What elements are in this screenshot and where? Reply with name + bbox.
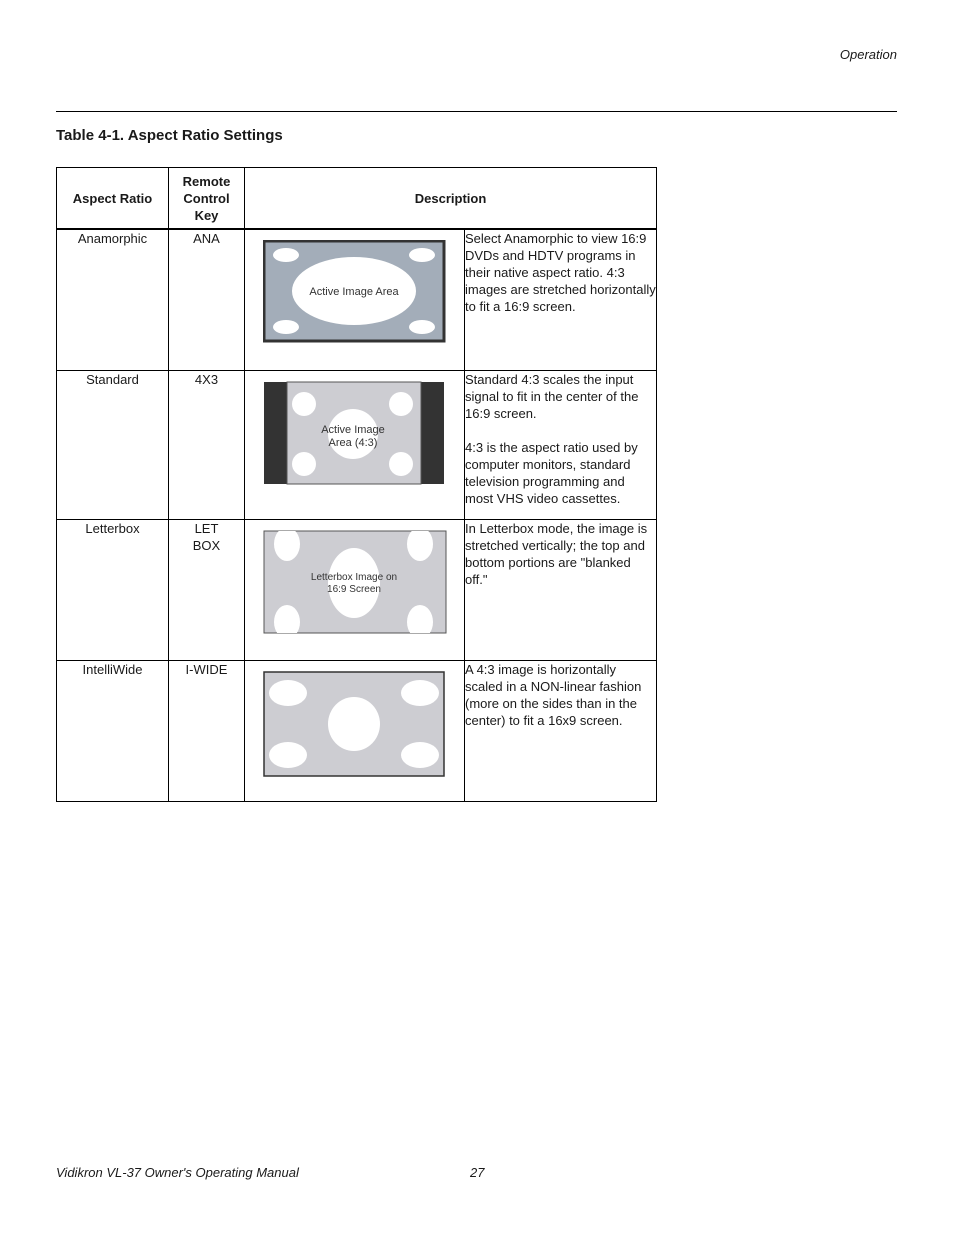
description-paragraph: 4:3 is the aspect ratio used by computer monitors, standard television programming and most VHS video cassettes. bbox=[465, 440, 638, 506]
aspect-ratio-name: IntelliWide bbox=[57, 661, 169, 802]
table-title: Table 4-1. Aspect Ratio Settings bbox=[56, 127, 283, 144]
diagram-label-line-2: 16:9 Screen bbox=[327, 584, 381, 595]
aspect-ratio-name: Letterbox bbox=[57, 520, 169, 661]
column-header-remote-key bbox=[169, 168, 245, 230]
remote-key bbox=[169, 520, 245, 661]
table-header-row bbox=[57, 168, 657, 230]
section-label: Operation bbox=[839, 47, 897, 62]
remote-key bbox=[169, 371, 245, 520]
description-paragraph: Standard 4:3 scales the input signal to fit in the center of the 16:9 screen. bbox=[465, 372, 639, 421]
description-text bbox=[465, 661, 657, 802]
description-paragraph: Select Anamorphic to view 16:9 DVDs and HDTV programs in their native aspect ratio. 4:3 images are stretched horizontally to fit a 16:9 screen. bbox=[465, 231, 656, 314]
description-text bbox=[465, 520, 657, 661]
diagram-cell bbox=[245, 371, 465, 520]
standard-diagram bbox=[263, 381, 447, 487]
remote-key-line-2: Control bbox=[183, 190, 230, 206]
column-header-description: Description bbox=[245, 168, 657, 230]
column-header-aspect-ratio: Aspect Ratio bbox=[57, 168, 169, 230]
center-ellipse bbox=[328, 697, 380, 751]
diagram-cell bbox=[245, 229, 465, 371]
letterbox-diagram bbox=[263, 530, 447, 636]
description-text bbox=[465, 229, 657, 371]
diagram-label-line-1: Active Image bbox=[321, 424, 385, 436]
diagram-cell bbox=[245, 520, 465, 661]
remote-key bbox=[169, 229, 245, 371]
remote-key-line-1: Remote bbox=[182, 173, 231, 189]
remote-key-line-1: LET bbox=[194, 521, 219, 536]
header-rule bbox=[56, 111, 897, 112]
anamorphic-diagram bbox=[263, 240, 447, 344]
table-row bbox=[57, 229, 657, 371]
diagram-cell bbox=[245, 661, 465, 802]
diagram-label-line-1: Letterbox Image on bbox=[310, 572, 398, 583]
description-text bbox=[465, 371, 657, 520]
corner-ellipse-bottom-left bbox=[273, 320, 299, 334]
remote-key-text: 4X3 bbox=[194, 372, 219, 387]
corner-ellipse-top-right bbox=[409, 248, 435, 262]
corner-ellipse-top-left bbox=[269, 680, 307, 706]
remote-key-text: I-WIDE bbox=[185, 662, 228, 677]
center-ellipse bbox=[328, 548, 380, 618]
aspect-ratio-name: Standard bbox=[57, 371, 169, 520]
table-row bbox=[57, 661, 657, 802]
corner-ellipse-top-left bbox=[292, 392, 316, 416]
corner-ellipse-bottom-right bbox=[401, 742, 439, 768]
aspect-ratio-table bbox=[56, 167, 657, 802]
footer-manual-title: Vidikron VL-37 Owner's Operating Manual bbox=[56, 1165, 299, 1180]
corner-ellipse-top-right bbox=[401, 680, 439, 706]
description-paragraph: A 4:3 image is horizontally scaled in a NON-linear fashion (more on the sides than in the center) to fit a 16x9 screen. bbox=[465, 662, 642, 728]
table-row bbox=[57, 520, 657, 661]
remote-key bbox=[169, 661, 245, 802]
remote-key-line-3: Key bbox=[194, 207, 219, 223]
corner-ellipse-top-left bbox=[273, 248, 299, 262]
remote-key-line-2: BOX bbox=[192, 538, 221, 553]
corner-ellipse-top-right bbox=[389, 392, 413, 416]
corner-ellipse-bottom-right bbox=[389, 452, 413, 476]
corner-ellipse-bottom-left bbox=[292, 452, 316, 476]
footer-page-number: 27 bbox=[470, 1165, 485, 1180]
aspect-ratio-name: Anamorphic bbox=[57, 229, 169, 371]
description-paragraph: In Letterbox mode, the image is stretched vertically; the top and bottom portions are "blanked off." bbox=[465, 521, 648, 587]
intelliwide-diagram bbox=[263, 671, 447, 779]
diagram-label: Active Image Area bbox=[309, 286, 399, 298]
remote-key-text: ANA bbox=[193, 231, 220, 246]
corner-ellipse-bottom-left bbox=[269, 742, 307, 768]
diagram-label-line-2: Area (4:3) bbox=[328, 437, 378, 449]
table-row bbox=[57, 371, 657, 520]
corner-ellipse-bottom-right bbox=[409, 320, 435, 334]
